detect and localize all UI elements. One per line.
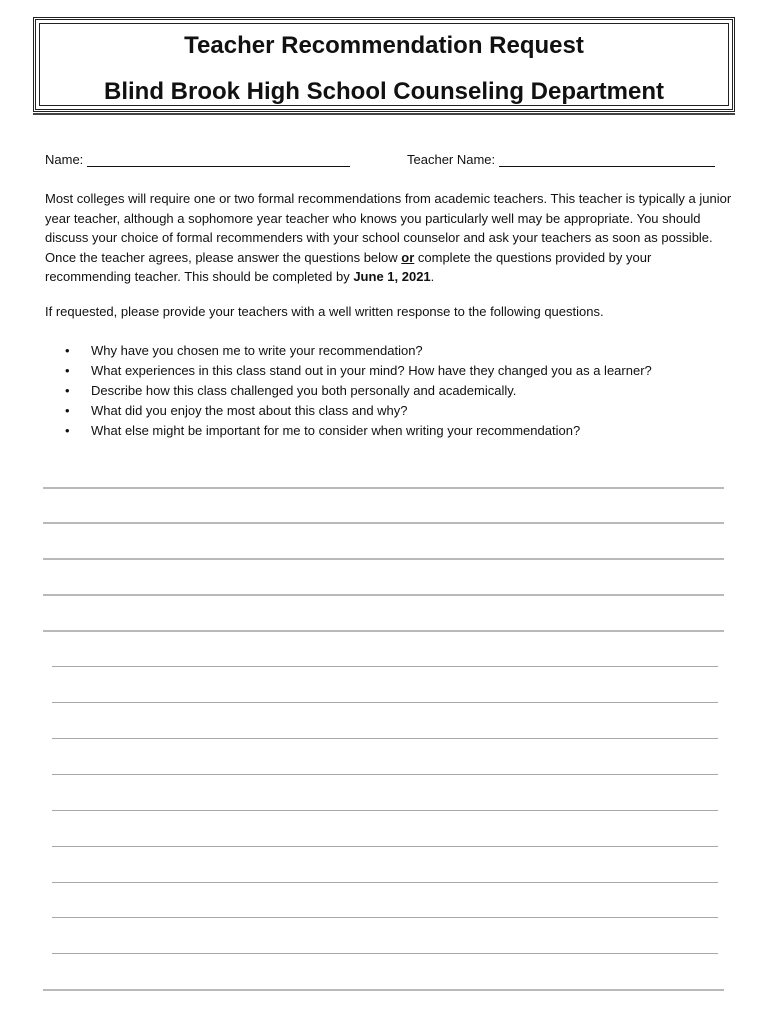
name-label: Name: — [45, 152, 84, 167]
deadline-date: June 1, 2021 — [353, 269, 431, 284]
question-item: • Why have you chosen me to write your recommendation? — [45, 341, 652, 361]
bullet-icon: • — [65, 343, 70, 358]
writing-line[interactable] — [43, 558, 724, 560]
writing-line[interactable] — [43, 487, 724, 489]
writing-line[interactable] — [52, 810, 718, 811]
teacher-name-input-line[interactable] — [499, 152, 715, 167]
question-item: • What else might be important for me to consider when writing your recommendation? — [45, 421, 652, 441]
question-item: • What did you enjoy the most about this class and why? — [45, 401, 652, 421]
writing-line[interactable] — [52, 882, 718, 883]
name-field — [45, 152, 350, 167]
writing-line[interactable] — [52, 917, 718, 918]
writing-line[interactable] — [52, 738, 718, 739]
bullet-icon: • — [65, 383, 70, 398]
question-item: • Describe how this class challenged you both personally and academically. — [45, 381, 652, 401]
writing-line[interactable] — [52, 953, 718, 954]
header-divider — [33, 113, 735, 115]
teacher-name-field — [407, 152, 715, 167]
writing-line[interactable] — [43, 630, 724, 632]
intro-paragraph: Most colleges will require one or two formal recommendations from academic teachers. This teacher is typically a junior year teacher, although a sophomore year teacher who knows you particularly well may be appropriate. You should discuss your choice of formal recommenders with your school counselor and ask your teachers as soon as possible. Once the teacher agrees, please answer the questions below or complete the questions provided by your recommending teacher. This should be completed by June 1, 2021. — [45, 191, 732, 284]
writing-line[interactable] — [52, 774, 718, 775]
emphasis-or: or — [401, 249, 415, 265]
header-box — [33, 17, 735, 112]
page-title: Teacher Recommendation Request — [184, 32, 584, 59]
bullet-icon: • — [65, 363, 70, 378]
question-list — [45, 341, 652, 441]
request-paragraph: If requested, please provide your teachers with a well written response to the following questions. — [45, 304, 604, 319]
bullet-icon: • — [65, 403, 70, 418]
writing-line[interactable] — [43, 522, 724, 524]
writing-line[interactable] — [52, 666, 718, 667]
teacher-name-label: Teacher Name: — [407, 152, 496, 167]
question-item: • What experiences in this class stand out in your mind? How have they changed you as a learner? — [45, 361, 652, 381]
page-subtitle: Blind Brook High School Counseling Department — [103, 78, 664, 105]
bullet-icon: • — [65, 423, 70, 438]
writing-line[interactable] — [52, 846, 718, 847]
writing-line[interactable] — [52, 702, 718, 703]
writing-line[interactable] — [43, 989, 724, 991]
name-input-line[interactable] — [87, 152, 350, 167]
writing-line[interactable] — [43, 594, 724, 596]
